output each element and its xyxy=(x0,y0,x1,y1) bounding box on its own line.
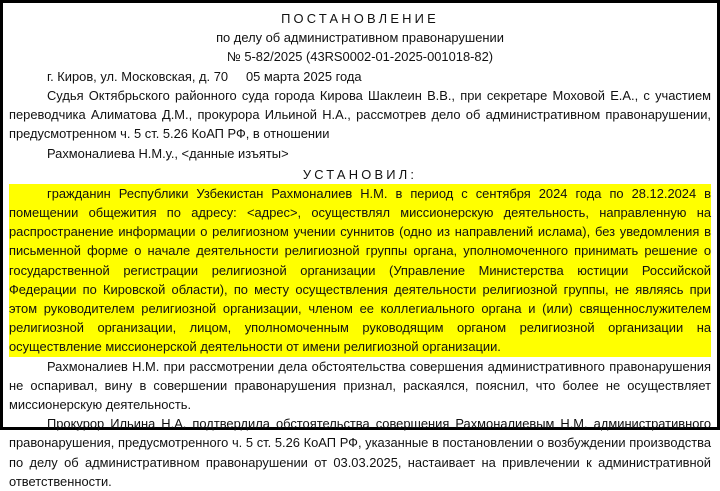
paragraph-defendant-statement: Рахмоналиев Н.М. при рассмотрении дела обстоятельства совершения административного правонарушения не оспаривал, вину в совершении правонарушения признал, раскаялся, пояснил, что более не осуществляет миссионерскую деятельность. xyxy=(9,358,711,413)
paragraph-prosecutor-statement: Прокурор Ильина Н.А. подтвердила обстоятельства совершения Рахмоналиевым Н.М. административного правонарушения, предусмотренного ч. 5 ст. 5.26 КоАП РФ, указанные в постановлении о возбуждении производства по делу об административном правонарушении от 03.03.2025, настаивает на привлечении к административной ответственности. xyxy=(9,416,711,489)
document-title: ПОСТАНОВЛЕНИЕ xyxy=(281,11,439,26)
intro-paragraph: Судья Октябрьского районного суда города Кирова Шаклеин В.В., при секретаре Моховой Е.А., с участием переводчика Алиматова Д.М., прокурора Ильиной Н.А., рассмотрев дело об административном правонарушении, предусмотренном ч. 5 ст. 5.26 КоАП РФ, в отношении xyxy=(9,87,711,142)
case-number: № 5-82/2025 (43RS0002-01-2025-001018-82) xyxy=(226,49,494,65)
defendant-line: Рахмоналиева Н.М.у., <данные изъяты> xyxy=(47,146,289,162)
highlighted-paragraph: гражданин Республики Узбекистан Рахмоналиев Н.М. в период с сентября 2024 года по 28.12.2024 в помещении общежития по адресу: <адрес>, осуществлял миссионерскую деятельность, направленную на распространение информации о религиозном учении суннитов (одно из направлений ислама), без уведомления в письменной форме о начале деятельности религиозной группы органа, уполномоченного принимать решение о государственной регистрации религиозной организации (Управление Министерства юстиции Российской Федерации по Кировской области), по месту осуществления деятельности религиозной группы, не являясь при этом руководителем религиозной организации, членом ее коллегиального органа и (или) священнослужителем религиозной организации, лицом, уполномоченным руководящим органом религиозной организации на осуществление миссионерской деятельности от имени религиозной организации. xyxy=(9,184,711,357)
place-date: г. Киров, ул. Московская, д. 70 05 марта 2025 года xyxy=(47,68,362,84)
ruling-document xyxy=(3,9,717,491)
document-subtitle: по делу об административном правонарушении xyxy=(216,30,504,46)
established-heading: УСТАНОВИЛ: xyxy=(302,166,418,182)
